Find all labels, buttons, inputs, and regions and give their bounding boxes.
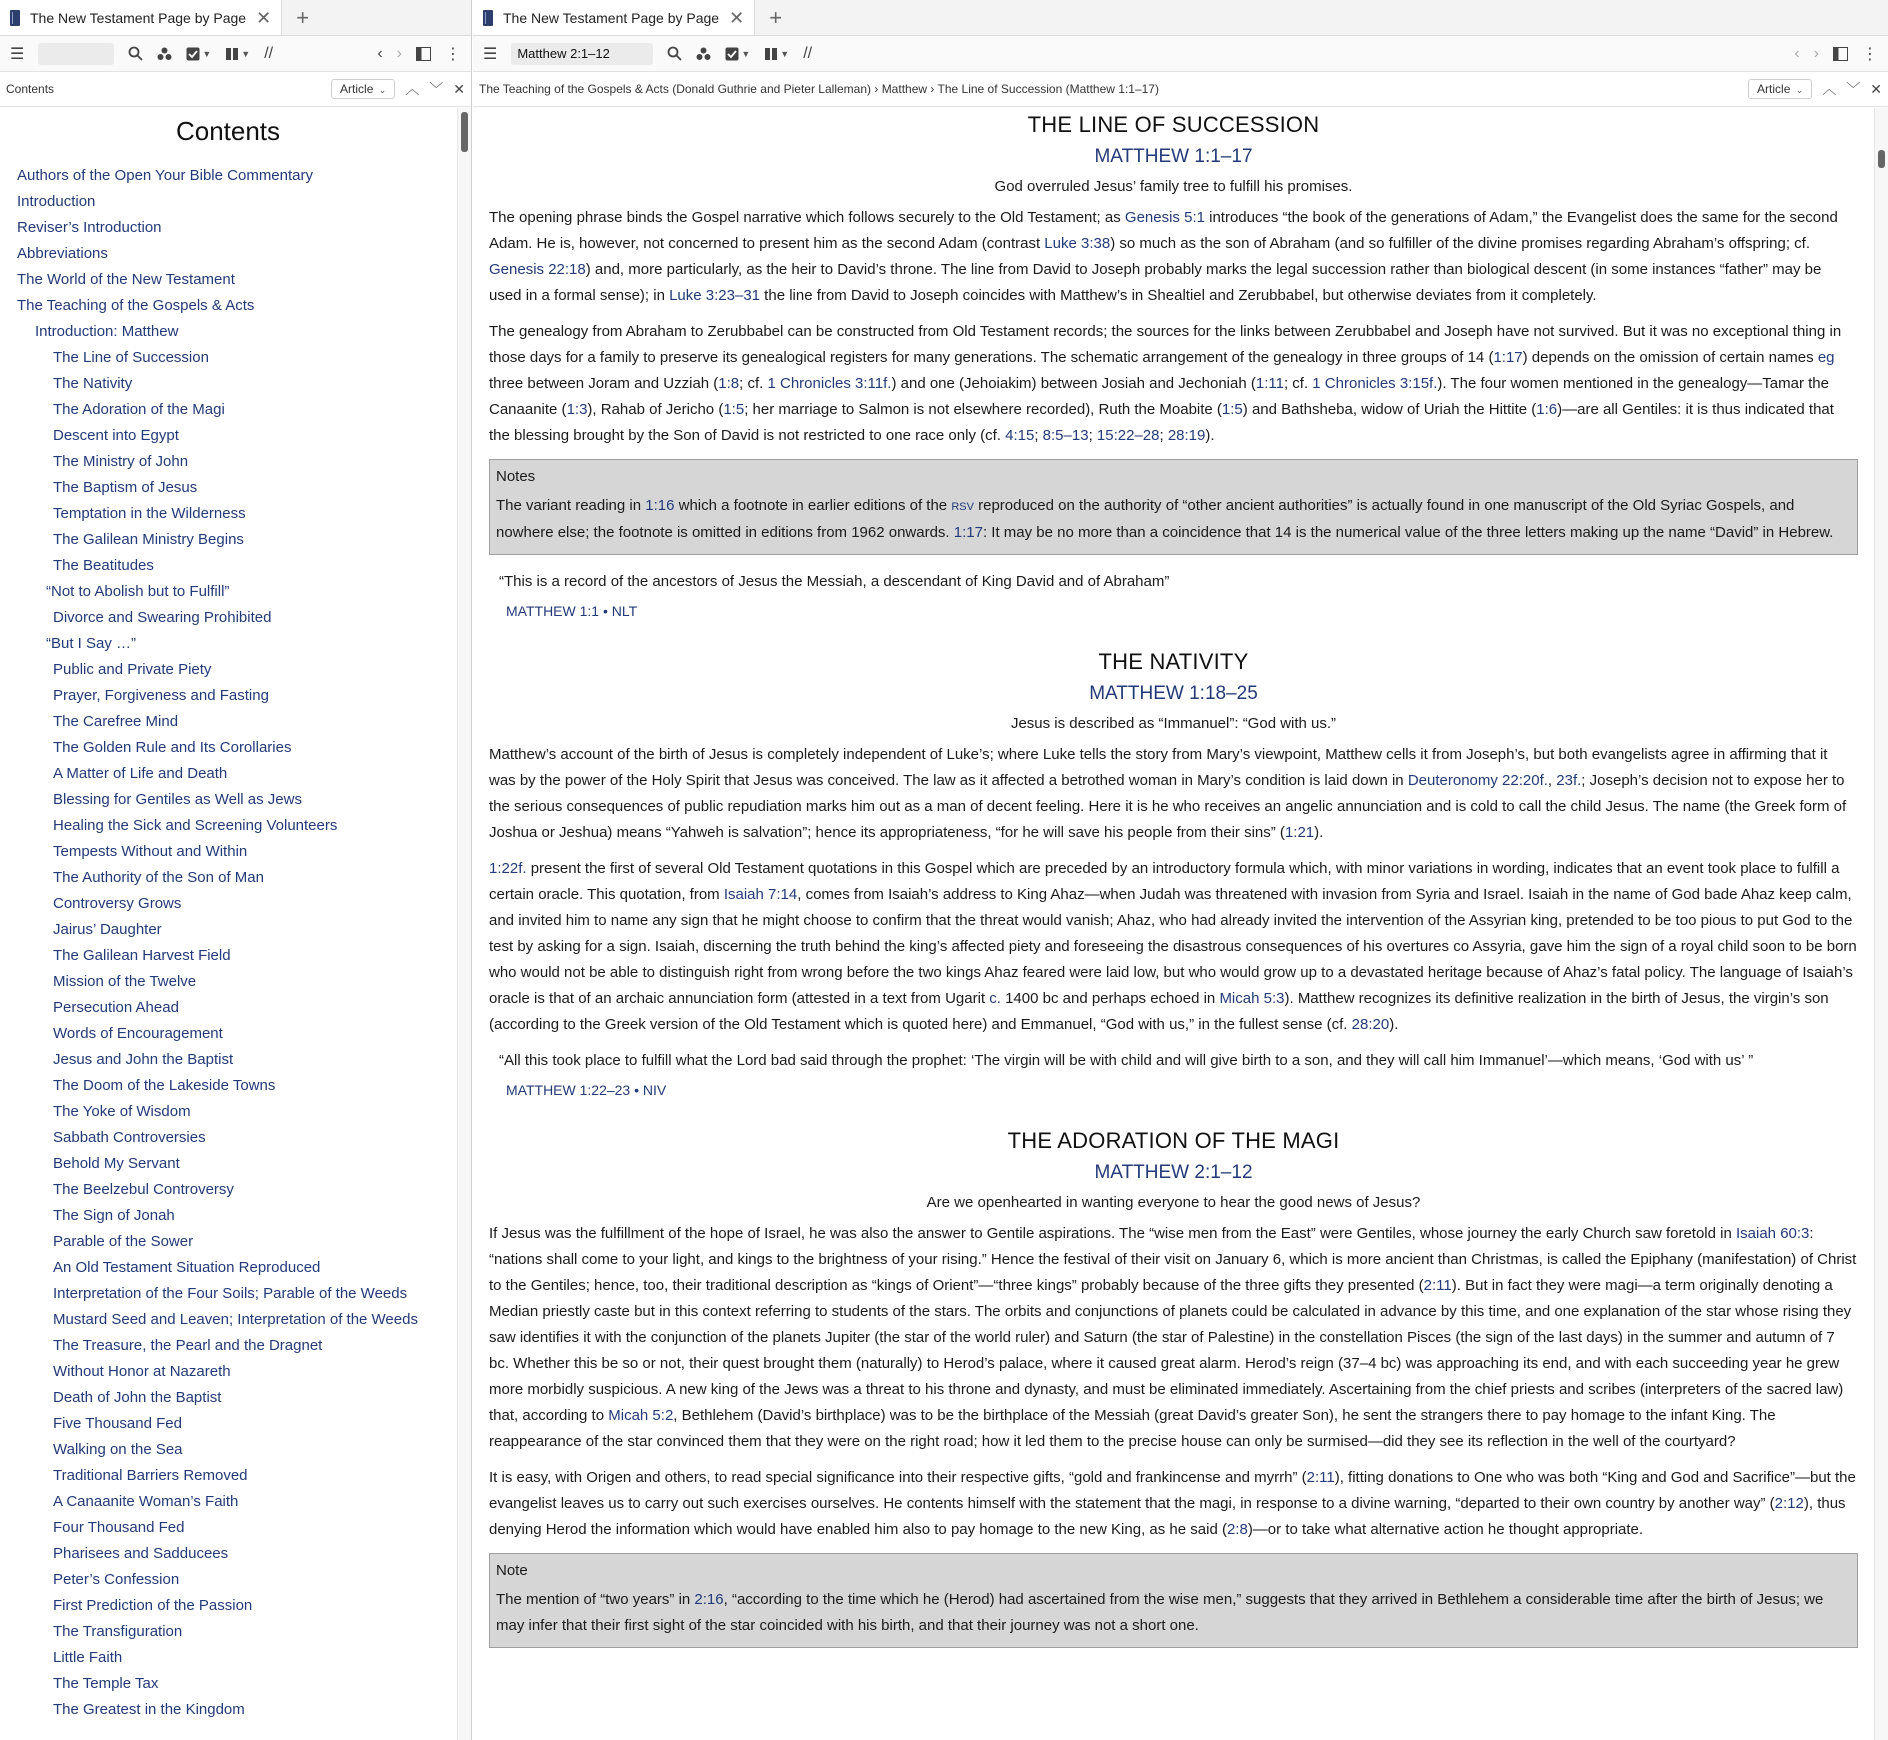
text-run: The opening phrase binds the Gospel narrative which follows securely to the Old Testament; as <box>489 209 1125 226</box>
section-reference[interactable]: MATTHEW 2:1–12 <box>1094 1162 1253 1183</box>
toc-list <box>0 163 456 1723</box>
toc-item[interactable]: The Adoration of the Magi <box>53 401 225 418</box>
text-run: , Bethlehem (David’s birthplace) was to be the birthplace of the Messiah (great David’s greater Son), he sent the strangers there to pay homage to the infant King. The reappearance of the star convinced them that they were on the right road; how it led them to the precise house can only be surmised—did they see its reflection in the well of the courtyard? <box>489 1407 1776 1450</box>
scripture-link[interactable]: Micah 5:2 <box>608 1407 674 1424</box>
toc-item[interactable]: Without Honor at Nazareth <box>53 1363 231 1380</box>
quote-reference[interactable]: MATTHEW 1:22–23 • NIV <box>506 1082 667 1098</box>
text-run: reproduced on the authority of “other ancient authorities” is actually found in one manuscript of the Old Syriac Gospels, and nowhere else; the footnote is omitted in editions from 1962 onwards. <box>496 497 1795 541</box>
section-title: THE ADORATION OF THE MAGI <box>1007 1128 1340 1153</box>
right-pane <box>473 0 1888 1740</box>
toc-item[interactable]: Jesus and John the Baptist <box>53 1051 234 1068</box>
panel-layout-icon[interactable] <box>1833 47 1848 61</box>
menu-icon[interactable]: ☰ <box>10 45 25 63</box>
scripture-link[interactable]: 1 Chronicles 3:11f. <box>767 375 892 392</box>
toc-item[interactable]: Introduction: Matthew <box>35 323 179 340</box>
notes-box <box>489 459 1858 555</box>
text-run: ). The four women mentioned in the genealogy—Tamar the Canaanite ( <box>489 375 1829 418</box>
toc-item[interactable]: The Yoke of Wisdom <box>53 1103 191 1120</box>
text-run: ; <box>1034 427 1043 444</box>
text-run: ) and one (Jehoiakim) between Josiah and Jechoniah ( <box>891 375 1256 392</box>
notes-title: Note <box>496 1562 528 1579</box>
close-icon[interactable]: ✕ <box>1870 80 1882 97</box>
scripture-link[interactable]: 28:20 <box>1351 1016 1390 1033</box>
toc-title: Contents <box>175 116 281 146</box>
close-tab-icon[interactable]: ✕ <box>729 7 745 28</box>
section-tagline: God overruled Jesus’ family tree to fulfill his promises. <box>994 178 1353 195</box>
toc-item[interactable]: “But I Say …” <box>46 635 137 652</box>
toc-item[interactable]: Divorce and Swearing Prohibited <box>53 609 272 626</box>
toc-item[interactable]: Jairus’ Daughter <box>53 921 162 938</box>
toc-item[interactable]: The Greatest in the Kingdom <box>53 1701 245 1718</box>
text-run: )—are all Gentiles: it is thus indicated that the blessing brought by the Son of David is not restricted to one race only (cf. <box>489 401 1834 444</box>
toc-item[interactable]: The Temple Tax <box>53 1675 159 1692</box>
scripture-link[interactable]: 15:22–28 <box>1096 427 1160 444</box>
body-paragraph <box>489 205 1858 309</box>
toc-item[interactable]: Peter’s Confession <box>53 1571 180 1588</box>
left-search-input[interactable] <box>38 43 114 65</box>
text-run: introduces “the book of the generations of Adam,” the Evangelist does the same for the second Adam. He is, however, not concerned to present him as the second Adam (contrast <box>489 209 1838 252</box>
toc-item[interactable]: Persecution Ahead <box>53 999 179 1016</box>
text-run: ) so much as the son of Abraham (and so fulfiller of the divine promises regarding Abraham’s offspring; cf. <box>1110 235 1810 252</box>
scripture-link[interactable]: 23f. <box>1556 772 1582 789</box>
checkbox-icon[interactable]: ▼ <box>186 47 211 61</box>
toc-item[interactable]: Parable of the Sower <box>53 1233 194 1250</box>
breadcrumb-item[interactable]: The Line of Succession (Matthew 1:1–17) <box>937 82 1159 96</box>
text-run: The mention of “two years” in <box>496 1591 695 1608</box>
scripture-link[interactable]: Genesis 22:18 <box>489 261 586 278</box>
text-run: ), fitting donations to One who was both “King and God and Sacrifice”—but the evangelist leaves us to carry out such exercises ourselves. He contents himself with the statement that the magi, in response to a divine warning, “departed to their own country by another way” ( <box>489 1469 1856 1512</box>
breadcrumb-item[interactable]: The Teaching of the Gospels & Acts (Donald Guthrie and Pieter Lalleman) <box>479 82 871 96</box>
article-scrollbar[interactable] <box>1874 108 1888 1740</box>
toc-item[interactable]: Pharisees and Sadducees <box>53 1545 229 1562</box>
back-icon[interactable]: ‹ <box>1794 44 1800 62</box>
scripture-link[interactable]: Deuteronomy 22:20f. <box>1407 772 1548 789</box>
toc-item[interactable]: Reviser’s Introduction <box>17 219 162 236</box>
toc-item[interactable]: Little Faith <box>53 1649 123 1666</box>
chevron-down-icon[interactable]: ﹀ <box>429 81 444 97</box>
columns-icon[interactable]: ▼ <box>764 47 789 61</box>
more-options-icon[interactable]: ⋮ <box>1862 45 1878 63</box>
text-run: ). <box>1205 427 1215 444</box>
breadcrumb-item[interactable]: Matthew <box>881 82 928 96</box>
text-run: It is easy, with Origen and others, to read special significance into their respective gifts, “gold and frankincense and myrrh” ( <box>489 1469 1307 1486</box>
toc-scroll-thumb[interactable] <box>461 112 468 152</box>
scripture-link[interactable]: 1:6 <box>1536 401 1558 418</box>
scripture-quote: “All this took place to fulfill what the Lord bad said through the prophet: ‘The virgin will be with child and will give birth to a son, and they will call him Immanuel’—which means, ‘God with us’ ” <box>499 1052 1754 1069</box>
toc-item[interactable]: Walking on the Sea <box>53 1441 183 1458</box>
text-run: ), Rahab of Jericho ( <box>587 401 724 418</box>
body-paragraph <box>489 1221 1858 1455</box>
toc-item[interactable]: Death of John the Baptist <box>53 1389 222 1406</box>
scripture-link[interactable]: 2:8 <box>1226 1521 1248 1538</box>
toc-item[interactable]: Abbreviations <box>17 245 108 262</box>
body-paragraph <box>489 742 1858 846</box>
close-tab-icon[interactable]: ✕ <box>256 7 272 28</box>
toc-item[interactable]: Healing the Sick and Screening Volunteers <box>53 817 338 834</box>
right-subbar <box>473 72 1888 107</box>
article-dropdown[interactable]: Article ⌄ <box>331 79 395 99</box>
quote-reference[interactable]: MATTHEW 1:1 • NLT <box>506 603 638 619</box>
toc-item[interactable]: “Not to Abolish but to Fulfill” <box>46 583 230 600</box>
cluster-icon[interactable] <box>157 47 172 61</box>
toc-item[interactable]: The Carefree Mind <box>53 713 179 730</box>
text-run: ). <box>1314 824 1324 841</box>
scripture-link[interactable]: 28:19 <box>1167 427 1206 444</box>
checkbox-icon[interactable]: ▼ <box>725 47 750 61</box>
section-tagline: Are we openhearted in wanting everyone to hear the good news of Jesus? <box>926 1194 1421 1211</box>
parallel-icon[interactable]: // <box>264 44 274 62</box>
left-tab[interactable] <box>0 0 282 35</box>
left-pane <box>0 0 472 1740</box>
right-toolbar <box>473 36 1888 72</box>
toc-item[interactable]: The Treasure, the Pearl and the Dragnet <box>53 1337 323 1354</box>
toc-item[interactable]: The Baptism of Jesus <box>53 479 198 496</box>
toc-item[interactable]: Controversy Grows <box>53 895 182 912</box>
section-reference[interactable]: MATTHEW 1:1–17 <box>1094 146 1253 167</box>
text-run: present the first of several Old Testament quotations in this Gospel which are preceded by an introductory formula which, with minor variations in wording, indicates that an event took place to fulfill a certain oracle. This quotation, from <box>489 860 1840 903</box>
breadcrumb-separator: › <box>930 82 938 96</box>
toc-item[interactable]: Mustard Seed and Leaven; Interpretation of the Weeds <box>53 1311 418 1328</box>
text-run: ). Matthew recognizes its definitive realization in the birth of Jesus, the virgin’s son (according to the Greek version of the Old Testament which is quoted here) and Emmanuel, “God with us,” in the fullest sense (cf. <box>489 990 1829 1033</box>
toc-item[interactable]: The Beelzebul Controversy <box>53 1181 234 1198</box>
toc-item[interactable]: Traditional Barriers Removed <box>53 1467 248 1484</box>
book-icon <box>483 10 493 26</box>
back-icon[interactable]: ‹ <box>377 44 383 62</box>
scripture-link[interactable]: 8:5–13 <box>1042 427 1089 444</box>
scripture-link[interactable]: 1:17 <box>953 524 983 541</box>
left-tab-bar <box>0 0 471 36</box>
toc-item[interactable]: The Doom of the Lakeside Towns <box>53 1077 276 1094</box>
section-title: THE NATIVITY <box>1098 649 1249 674</box>
text-run: , “according to the time which he (Herod) had ascertained from the wise men,” suggests that they arrived in Bethlehem a considerable time after the birth of Jesus; we may infer that their first sight of the star coincided with his birth, and that their journey was not a short one. <box>496 1591 1824 1634</box>
scripture-link[interactable]: c. <box>989 990 1001 1007</box>
toc-item[interactable]: A Matter of Life and Death <box>53 765 228 782</box>
toc-item[interactable]: Behold My Servant <box>53 1155 180 1172</box>
breadcrumb-separator: › <box>874 82 882 96</box>
toc-item[interactable]: An Old Testament Situation Reproduced <box>53 1259 321 1276</box>
text-run: three between Joram and Uzziah ( <box>489 375 719 392</box>
text-run: : It may be no more than a coincidence that 14 is the numerical value of the three letters making up the name “David” in Hebrew. <box>982 524 1834 541</box>
columns-icon[interactable]: ▼ <box>225 47 250 61</box>
text-run: ) and, more particularly, as the heir to David’s throne. The line from David to Joseph probably marks the legal succession rather than biological descent (in some instances “father” may be used in a formal sense); in <box>489 261 1822 304</box>
text-run: The variant reading in <box>496 497 646 514</box>
text-run: Matthew’s account of the birth of Jesus is completely independent of Luke’s; where Luke tells the story from Mary’s viewpoint, Matthew cells it from Joseph’s, but both evangelists agree in affirming that it was by the power of the Holy Spirit that Jesus was conceived. The law as it affected a betrothed woman in Mary’s condition is laid down in <box>489 746 1828 789</box>
text-run: The genealogy from Abraham to Zerubbabel can be constructed from Old Testament records; the sources for the links between Zerubbabel and Joseph have not survived. But it was no exceptional thing in those days for a family to preserve its genealogical registers for many generations. The schematic arrangement of the genealogy in three groups of 14 ( <box>489 323 1842 366</box>
body-paragraph <box>489 856 1858 1038</box>
toc-item[interactable]: Prayer, Forgiveness and Fasting <box>53 687 269 704</box>
text-run: ; her marriage to Salmon is not elsewhere recorded), Ruth the Moabite ( <box>744 401 1222 418</box>
breadcrumb <box>479 82 1159 96</box>
toc-item[interactable]: A Canaanite Woman’s Faith <box>53 1493 239 1510</box>
scripture-link[interactable]: 1:5 <box>723 401 745 418</box>
toc-item[interactable]: The Golden Rule and Its Corollaries <box>53 739 292 756</box>
toc-item[interactable]: The Galilean Harvest Field <box>53 947 231 964</box>
toc-item[interactable]: Public and Private Piety <box>53 661 212 678</box>
toc-item[interactable]: Words of Encouragement <box>53 1025 223 1042</box>
close-icon[interactable]: ✕ <box>453 80 465 97</box>
toc-item[interactable]: The Nativity <box>53 375 133 392</box>
toc-item[interactable]: First Prediction of the Passion <box>53 1597 253 1614</box>
toc-item[interactable]: The Sign of Jonah <box>53 1207 175 1224</box>
scripture-link[interactable]: 1:17 <box>1493 349 1523 366</box>
search-icon[interactable] <box>128 46 143 61</box>
scripture-link[interactable]: Micah 5:3 <box>1219 990 1285 1007</box>
scripture-link[interactable]: 1:5 <box>1221 401 1243 418</box>
toc-item[interactable]: Blessing for Gentiles as Well as Jews <box>53 791 302 808</box>
text-run: , <box>1547 772 1557 789</box>
scripture-link[interactable]: Luke 3:23–31 <box>669 287 761 304</box>
toc-item[interactable]: Five Thousand Fed <box>53 1415 182 1432</box>
panel-layout-icon[interactable] <box>416 47 431 61</box>
parallel-icon[interactable]: // <box>803 44 813 62</box>
text-run: ; <box>1159 427 1168 444</box>
toc-item[interactable]: Interpretation of the Four Soils; Parable of the Weeds <box>53 1285 408 1302</box>
text-run: ; Joseph’s decision not to expose her to the serious consequences of public repudiation marks him out as a man of decent feeling. Here it is he who receives an angelic annunciation and is cold to call the child Jesus. The name (the Greek form of Joshua or Jeshua) means “Yahweh is salvation”; hence its appropriateness, “for he will save his people from their sins” ( <box>489 772 1847 841</box>
more-options-icon[interactable]: ⋮ <box>445 45 461 63</box>
text-run: ; cf. <box>1283 375 1313 392</box>
book-icon <box>10 10 20 26</box>
notes-title: Notes <box>496 468 536 485</box>
scripture-link[interactable]: 1:11 <box>1255 375 1284 392</box>
chevron-down-icon[interactable]: ﹀ <box>1846 81 1861 97</box>
toc-scrollbar[interactable] <box>457 108 471 1740</box>
text-run: If Jesus was the fulfillment of the hope of Israel, he was also the answer to Gentile aspirations. The “wise men from the East” were Gentiles, whose journey the early Church saw foretold in <box>489 1225 1736 1242</box>
right-tab[interactable] <box>473 0 755 35</box>
scripture-link[interactable]: 1:3 <box>566 401 588 418</box>
scripture-link[interactable]: 2:12 <box>1774 1495 1804 1512</box>
text-run: , comes from Isaiah’s address to King Ahaz—when Judah was threatened with invasion from Syria and Israel. Isaiah in the name of God bade Ahaz keep calm, and invited him to name any sign that he might choose to confirm that the threat would vanish; Ahaz, who had already invited the intervention of the Assyrian king, pretended to be too pious to put God to the test by asking for a sign. Isaiah, discerning the truth behind the king’s affected piety and foreseeing the disastrous consequences of his overtures co Assyria, gave him the sign of a royal child soon to be born who would not be able to distinguish right from wrong before the two kings Ahaz feared were laid low, but who would grow up to a devastated heritage because of Ahaz’s fatal policy. The language of Isaiah’s oracle is that of an archaic annunciation form (attested in a text from Ugarit <box>489 886 1857 1007</box>
scripture-link[interactable]: 2:11 <box>1423 1277 1452 1294</box>
scripture-link[interactable]: 1:21 <box>1284 824 1315 841</box>
text-run: : “nations shall come to your light, and kings to the brightness of your rising.” Hence the festival of their visit on January 6, which is more ancient than Christmas, is called the Epiphany (manifestation) of Christ to the Gentiles; hence, too, their traditional description as “kings of Orient”—“three kings” probably because of the three gifts they presented ( <box>489 1225 1857 1294</box>
left-toolbar <box>0 36 471 72</box>
toc-item[interactable]: Temptation in the Wilderness <box>53 505 246 522</box>
section-reference[interactable]: MATTHEW 1:18–25 <box>1089 683 1258 704</box>
article-content <box>473 108 1872 1740</box>
right-tab-title: The New Testament Page by Page <box>503 9 720 26</box>
body-paragraph <box>489 319 1858 449</box>
right-tab-bar <box>473 0 1888 36</box>
toc-item[interactable]: Mission of the Twelve <box>53 973 197 990</box>
reference-input[interactable] <box>511 43 653 65</box>
text-run: ). <box>1389 1016 1399 1033</box>
left-tab-title: The New Testament Page by Page <box>30 9 247 26</box>
toc-item[interactable]: Tempests Without and Within <box>53 843 248 860</box>
notes-box <box>489 1553 1858 1648</box>
text-run: ), thus denying Herod the information which would have enabled him also to pay homage to the new King, as he said ( <box>489 1495 1846 1538</box>
section-tagline: Jesus is described as “Immanuel”: “God with us.” <box>1010 715 1337 732</box>
article-dropdown[interactable]: Article ⌄ <box>1748 79 1812 99</box>
text-run: 1400 bc and perhaps echoed in <box>1000 990 1220 1007</box>
forward-icon[interactable]: › <box>1813 44 1819 62</box>
toc-item[interactable]: The Ministry of John <box>53 453 189 470</box>
notes-body <box>496 1587 1851 1639</box>
new-tab-button[interactable]: + <box>296 4 310 30</box>
scripture-link[interactable]: RSV <box>951 501 974 513</box>
cluster-icon[interactable] <box>696 47 711 61</box>
text-run: ). But in fact they were magi—a term originally denoting a Median priestly caste but in this context referring to students of the stars. The orbits and conjunctions of planets could be calculated in advance by this time, and one explanation of the star whose rising they saw identifies it with the conjunction of the planets Jupiter (the star of the world ruler) and Saturn (the star of Palestine) in the constellation Pisces (the sign of the last days) in the summer and autumn of 7 bc. Whether this be so or not, their quest brought them (naturally) to Herod’s palace, where it caused great alarm. Herod’s reign (37–4 bc) was approaching its end, and with each succeeding year he grew more morbidly suspicious. A new king of the Jews was a threat to his throne and dynasty, and must be eliminated immediately. Ascertaining from the chief priests and scribes (interpreters of the sacred law) that, according to <box>489 1277 1852 1424</box>
scripture-link[interactable]: Isaiah 60:3 <box>1736 1225 1810 1242</box>
toc-item[interactable]: The World of the New Testament <box>17 271 235 288</box>
search-icon[interactable] <box>667 46 682 61</box>
toc-item[interactable]: The Beatitudes <box>53 557 154 574</box>
toc-panel <box>0 108 456 1740</box>
scripture-link[interactable]: 4:15 <box>1005 427 1035 444</box>
menu-icon[interactable]: ☰ <box>483 45 498 63</box>
scripture-link[interactable]: 2:16 <box>694 1591 724 1608</box>
new-tab-button[interactable]: + <box>769 4 783 30</box>
left-subbar <box>0 72 471 107</box>
text-run: which a footnote in earlier editions of the <box>674 497 952 514</box>
text-run: ; <box>1088 427 1097 444</box>
toc-item[interactable]: Introduction <box>17 193 96 210</box>
body-paragraph <box>489 1465 1858 1543</box>
scripture-link[interactable]: 1:22f. <box>489 860 527 877</box>
scripture-link[interactable]: 1:8 <box>718 375 740 392</box>
scripture-link[interactable]: 1 Chronicles 3:15f. <box>1312 375 1438 392</box>
toc-item[interactable]: Sabbath Controversies <box>53 1129 206 1146</box>
toc-item[interactable]: The Line of Succession <box>53 349 209 366</box>
subbar-title: Contents <box>6 82 55 96</box>
notes-body <box>496 493 1851 546</box>
forward-icon[interactable]: › <box>396 44 402 62</box>
section-title: THE LINE OF SUCCESSION <box>1027 112 1320 137</box>
scripture-link[interactable]: Luke 3:38 <box>1044 235 1111 252</box>
scripture-link[interactable]: 1:16 <box>645 497 675 514</box>
toc-item[interactable]: The Transfiguration <box>53 1623 183 1640</box>
toc-item[interactable]: The Teaching of the Gospels & Acts <box>17 297 255 314</box>
scripture-link[interactable]: 2:11 <box>1306 1469 1335 1486</box>
scripture-link[interactable]: Genesis 5:1 <box>1124 209 1205 226</box>
toc-item[interactable]: Descent into Egypt <box>53 427 179 444</box>
text-run: )—or to take what alternative action he thought appropriate. <box>1247 1521 1644 1538</box>
chevron-up-icon[interactable]: ︿ <box>1822 81 1837 97</box>
toc-item[interactable]: The Authority of the Son of Man <box>53 869 264 886</box>
toc-item[interactable]: Authors of the Open Your Bible Commentary <box>17 167 314 184</box>
chevron-up-icon[interactable]: ︿ <box>405 81 420 97</box>
text-run: ; cf. <box>739 375 768 392</box>
scripture-link[interactable]: eg <box>1817 349 1835 366</box>
text-run: the line from David to Joseph coincides with Matthew’s in Shealtiel and Zerubbabel, but otherwise deviates from it completely. <box>760 287 1597 304</box>
toc-item[interactable]: The Galilean Ministry Begins <box>53 531 244 548</box>
text-run: ) and Bathsheba, widow of Uriah the Hittite ( <box>1242 401 1537 418</box>
scripture-link[interactable]: Isaiah 7:14 <box>723 886 798 903</box>
scripture-quote: “This is a record of the ancestors of Jesus the Messiah, a descendant of King David and of Abraham” <box>499 573 1170 590</box>
text-run: ) depends on the omission of certain names <box>1522 349 1818 366</box>
toc-item[interactable]: Four Thousand Fed <box>53 1519 185 1536</box>
article-scroll-thumb[interactable] <box>1878 150 1885 168</box>
